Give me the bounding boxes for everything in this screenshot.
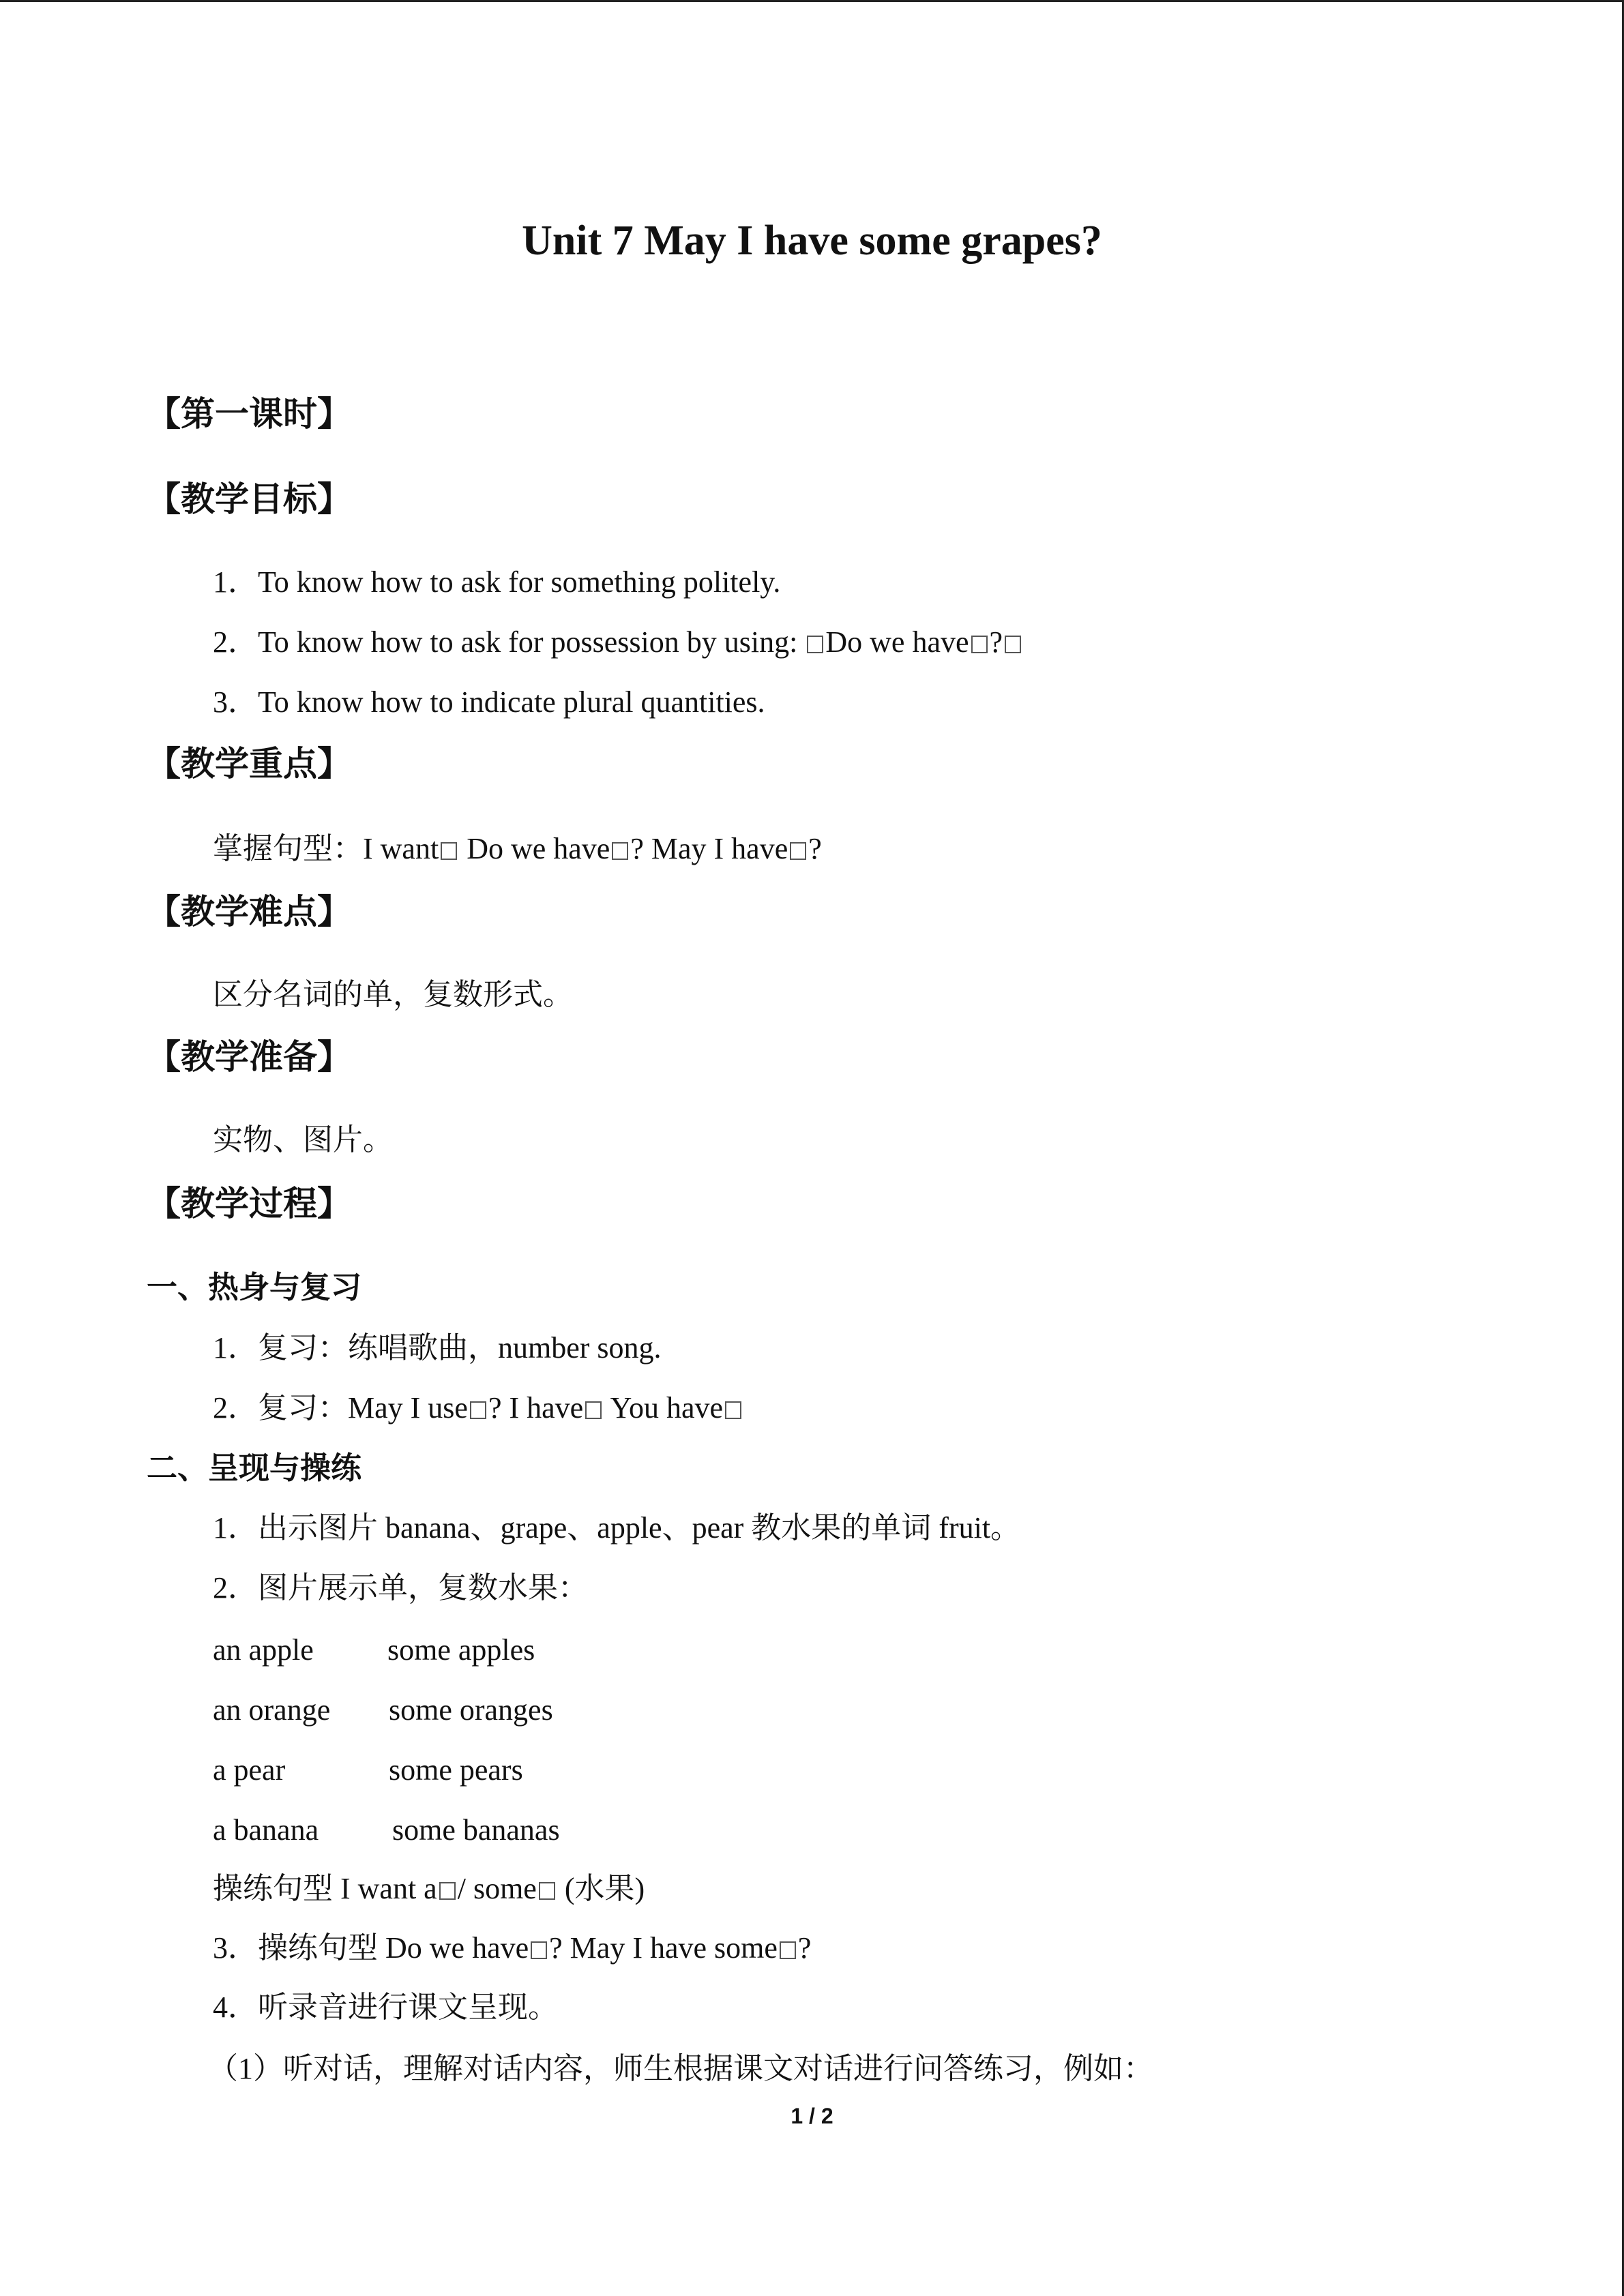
- placeholder-box: [612, 842, 628, 860]
- placeholder-box: [725, 1401, 741, 1419]
- fruit-singular: an apple: [213, 1633, 314, 1667]
- preparation-text: 实物、图片。: [213, 1123, 393, 1157]
- fruit-singular: an orange: [213, 1693, 331, 1727]
- placeholder-box: [971, 636, 988, 653]
- placeholder-box: [790, 842, 806, 860]
- difficulties-text: 区分名词的单，复数形式。: [213, 978, 573, 1011]
- objective-item-3: 3．To know how to indicate plural quantities.: [213, 685, 765, 719]
- process-part2-item3: 3．操练句型 Do we have ? May I have some ?: [213, 1931, 812, 1965]
- placeholder-box: [539, 1882, 555, 1900]
- process-part1-title: 一、热身与复习: [147, 1269, 362, 1305]
- section-preparation-heading: 【教学准备】: [147, 1037, 351, 1077]
- process-part1-item1: 1．复习：练唱歌曲，number song.: [213, 1331, 662, 1365]
- section-difficulties-heading: 【教学难点】: [147, 892, 351, 931]
- section-lesson-heading: 【第一课时】: [147, 394, 351, 434]
- key-points-text: 掌握句型：I want Do we have ? May I have ?: [213, 832, 822, 865]
- fruit-plural: some oranges: [389, 1693, 553, 1727]
- drill-sentence: 操练句型 I want a / some (水果): [213, 1872, 645, 1905]
- section-process-heading: 【教学过程】: [147, 1184, 351, 1223]
- objective-item-2: 2．To know how to ask for possession by using: Do we have ?: [213, 627, 1023, 657]
- placeholder-box: [470, 1401, 486, 1419]
- document-title: Unit 7 May I have some grapes?: [522, 218, 1102, 264]
- placeholder-box: [585, 1401, 602, 1419]
- placeholder-box: [441, 842, 457, 860]
- objective-item-1: 1．To know how to ask for something politely.: [213, 565, 781, 599]
- process-part2-title: 二、呈现与操练: [147, 1450, 362, 1486]
- placeholder-box: [439, 1882, 456, 1900]
- process-part2-item1: 1．出示图片 banana、grape、apple、pear 教水果的单词 fruit。: [213, 1511, 1021, 1545]
- placeholder-box: [1005, 636, 1021, 653]
- section-objectives-heading: 【教学目标】: [147, 479, 351, 519]
- page-number: 1 / 2: [791, 2104, 833, 2128]
- fruit-plural: some apples: [387, 1633, 535, 1667]
- placeholder-box: [807, 636, 823, 653]
- process-part2-sub1: （1）听对话，理解对话内容，师生根据课文对话进行问答练习，例如：: [208, 2052, 1153, 2085]
- fruit-singular: a pear: [213, 1753, 286, 1787]
- section-key-points-heading: 【教学重点】: [147, 744, 351, 784]
- placeholder-box: [780, 1941, 796, 1959]
- fruit-plural: some pears: [389, 1753, 523, 1787]
- placeholder-box: [531, 1941, 547, 1959]
- fruit-plural: some bananas: [392, 1813, 560, 1847]
- page-border-top: [0, 0, 1624, 2]
- process-part2-item2: 2．图片展示单，复数水果：: [213, 1571, 588, 1605]
- process-part1-item2: 2．复习：May I use ? I have You have: [213, 1393, 743, 1423]
- fruit-singular: a banana: [213, 1813, 319, 1847]
- process-part2-item4: 4．听录音进行课文呈现。: [213, 1991, 558, 2024]
